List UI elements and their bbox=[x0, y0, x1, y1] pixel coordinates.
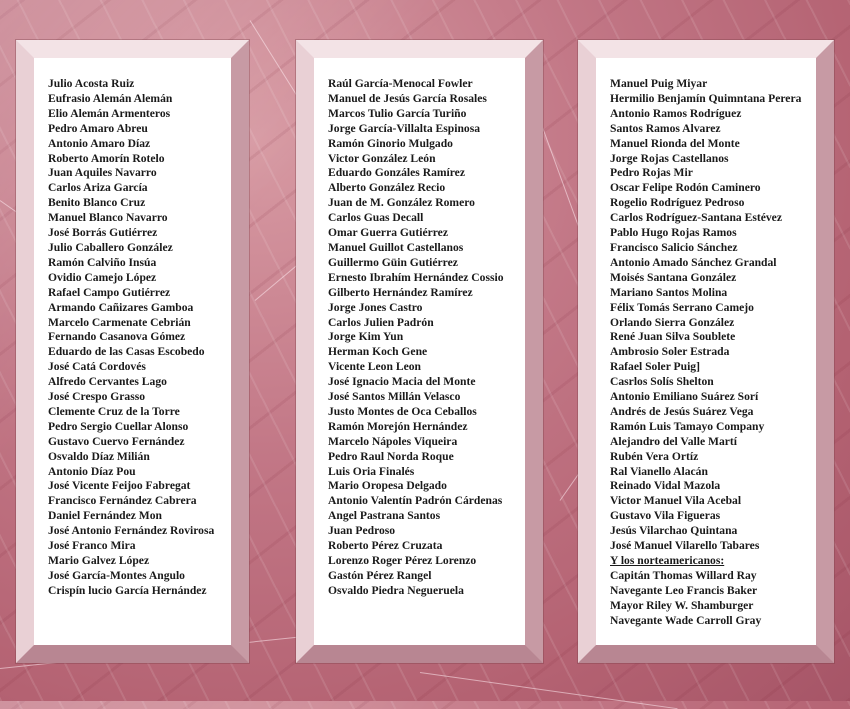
name-item: Gustavo Cuervo Fernández bbox=[48, 434, 185, 448]
name-item: Reinado Vidal Mazola bbox=[610, 479, 721, 493]
name-item: Juan de M. González Romero bbox=[328, 196, 475, 210]
name-item: Jorge Jones Castro bbox=[328, 300, 423, 314]
name-item: Marcelo Carmenate Cebrián bbox=[48, 315, 191, 329]
name-item: Gastón Pérez Rangel bbox=[328, 568, 432, 582]
name-item: Manuel Blanco Navarro bbox=[48, 211, 168, 225]
name-item: Ovidio Camejo López bbox=[48, 270, 157, 284]
name-item: Carlos Julien Padrón bbox=[328, 315, 434, 329]
name-panel-1 bbox=[16, 40, 249, 663]
name-item: Osvaldo Piedra Negueruela bbox=[328, 583, 464, 597]
name-item: Victor González León bbox=[328, 151, 436, 165]
name-item: Guillermo Güin Gutiérrez bbox=[328, 255, 458, 269]
name-item: Jesús Vilarchao Quintana bbox=[610, 524, 738, 538]
name-item: Ramón Luis Tamayo Company bbox=[610, 419, 765, 433]
name-item: Roberto Amorín Rotelo bbox=[48, 151, 165, 165]
name-item: Vicente Leon Leon bbox=[328, 360, 421, 374]
name-item: Carlos Rodríguez-Santana Estévez bbox=[610, 211, 782, 225]
name-item: José Crespo Grasso bbox=[48, 390, 146, 404]
name-item: Rogelio Rodríguez Pedroso bbox=[610, 196, 745, 210]
name-item: Alfredo Cervantes Lago bbox=[48, 375, 167, 389]
name-item: Fernando Casanova Gómez bbox=[48, 330, 186, 344]
name-item: Jorge García-Villalta Espinosa bbox=[328, 121, 481, 135]
name-item: José García-Montes Angulo bbox=[48, 568, 185, 582]
name-item: Jorge Kim Yun bbox=[328, 330, 404, 344]
name-item: Rubén Vera Ortíz bbox=[610, 449, 699, 463]
name-item: Félix Tomás Serrano Camejo bbox=[610, 300, 754, 314]
name-item: José Antonio Fernández Rovirosa bbox=[48, 524, 215, 538]
name-item: Orlando Sierra González bbox=[610, 315, 735, 329]
name-item: Omar Guerra Gutiérrez bbox=[328, 226, 448, 240]
name-panel-3 bbox=[578, 40, 834, 663]
name-item: Juan Pedroso bbox=[328, 524, 396, 538]
name-item: Raúl García-Menocal Fowler bbox=[328, 77, 473, 90]
name-item: Justo Montes de Oca Ceballos bbox=[328, 404, 477, 418]
name-item: Pedro Raul Norda Roque bbox=[328, 449, 454, 463]
name-item: Andrés de Jesús Suárez Vega bbox=[610, 404, 754, 418]
name-item: Santos Ramos Alvarez bbox=[610, 121, 721, 135]
name-item: Antonio Emiliano Suárez Sorí bbox=[610, 390, 759, 404]
name-item: Francisco Salicio Sánchez bbox=[610, 240, 738, 254]
name-item: Navegante Wade Carroll Gray bbox=[610, 613, 762, 627]
name-item: Mario Galvez López bbox=[48, 554, 150, 567]
name-item: Rafael Soler Puig] bbox=[610, 360, 700, 374]
name-item: Moisés Santana González bbox=[610, 270, 737, 284]
name-item: Armando Cañizares Gamboa bbox=[48, 300, 194, 314]
marble-vein bbox=[420, 672, 678, 709]
name-item: Pedro Sergio Cuellar Alonso bbox=[48, 419, 189, 433]
section-subheading: Y los norteamericanos: bbox=[610, 554, 725, 567]
name-item: Gilberto Hernández Ramírez bbox=[328, 285, 473, 299]
name-item: Antonio Ramos Rodríguez bbox=[610, 106, 742, 120]
name-item: Oscar Felipe Rodón Caminero bbox=[610, 181, 761, 195]
name-item: Angel Pastrana Santos bbox=[328, 509, 441, 523]
name-item: Navegante Leo Francis Baker bbox=[610, 583, 758, 597]
name-item: Crispín lucio García Hernández bbox=[48, 583, 207, 597]
name-item: Carlos Ariza García bbox=[48, 181, 148, 195]
name-item: Eduardo de las Casas Escobedo bbox=[48, 345, 205, 359]
name-item: Juan Aquiles Navarro bbox=[48, 166, 157, 180]
name-list-3 bbox=[596, 58, 816, 629]
name-item: Manuel Puig Miyar bbox=[610, 77, 708, 90]
name-item: Carlos Guas Decall bbox=[328, 211, 424, 225]
name-item: Pablo Hugo Rojas Ramos bbox=[610, 226, 737, 240]
name-item: Gustavo Vila Figueras bbox=[610, 509, 721, 523]
name-item: Mariano Santos Molina bbox=[610, 285, 728, 299]
name-item: Eufrasio Alemán Alemán bbox=[48, 91, 173, 105]
name-item: Antonio Amaro Díaz bbox=[48, 136, 151, 150]
name-item: José Ignacio Macia del Monte bbox=[328, 375, 476, 389]
name-item: Ramón Ginorio Mulgado bbox=[328, 136, 453, 150]
name-item: Hermilio Benjamín Quimntana Perera bbox=[610, 91, 802, 105]
name-item: Rafael Campo Gutiérrez bbox=[48, 285, 171, 299]
name-item: Manuel de Jesús García Rosales bbox=[328, 91, 487, 105]
name-item: José Santos Millán Velasco bbox=[328, 390, 461, 404]
name-item: José Vicente Feijoo Fabregat bbox=[48, 479, 191, 493]
name-item: Antonio Valentín Padrón Cárdenas bbox=[328, 494, 503, 508]
name-item: Roberto Pérez Cruzata bbox=[328, 539, 443, 553]
name-item: Osvaldo Díaz Milián bbox=[48, 449, 150, 463]
name-list-1 bbox=[34, 58, 231, 599]
name-item: Ernesto Ibrahím Hernández Cossio bbox=[328, 270, 504, 284]
name-item: Benito Blanco Cruz bbox=[48, 196, 146, 210]
name-item: Ramón Calviño Insúa bbox=[48, 255, 157, 269]
name-item: René Juan Silva Soublete bbox=[610, 330, 736, 344]
name-item: Luis Oria Finalés bbox=[328, 464, 415, 478]
name-item: Marcelo Nápoles Viqueira bbox=[328, 434, 458, 448]
name-item: Daniel Fernández Mon bbox=[48, 509, 162, 523]
name-item: José Franco Mira bbox=[48, 539, 136, 553]
name-item: Lorenzo Roger Pérez Lorenzo bbox=[328, 554, 477, 567]
name-item: Elio Alemán Armenteros bbox=[48, 106, 171, 120]
name-item: Ambrosio Soler Estrada bbox=[610, 345, 730, 359]
name-item: Manuel Rionda del Monte bbox=[610, 136, 740, 150]
name-item: Antonio Amado Sánchez Grandal bbox=[610, 255, 777, 269]
name-item: Mayor Riley W. Shamburger bbox=[610, 598, 754, 612]
name-item: Victor Manuel Vila Acebal bbox=[610, 494, 742, 508]
name-item: Francisco Fernández Cabrera bbox=[48, 494, 197, 508]
name-item: Julio Acosta Ruiz bbox=[48, 77, 135, 90]
name-item: Julio Caballero González bbox=[48, 240, 173, 254]
name-list-2 bbox=[314, 58, 525, 599]
name-item: José Catá Cordovés bbox=[48, 360, 146, 374]
name-item: Marcos Tulio García Turiño bbox=[328, 106, 467, 120]
name-item: Mario Oropesa Delgado bbox=[328, 479, 447, 493]
name-item: Casrlos Solís Shelton bbox=[610, 375, 714, 389]
name-item: Alejandro del Valle Martí bbox=[610, 434, 737, 448]
name-item: Capitán Thomas Willard Ray bbox=[610, 568, 757, 582]
name-item: Pedro Amaro Abreu bbox=[48, 121, 148, 135]
name-item: Manuel Guillot Castellanos bbox=[328, 240, 464, 254]
name-item: Ramón Morejón Hernández bbox=[328, 419, 468, 433]
name-item: Eduardo Gonzáles Ramírez bbox=[328, 166, 465, 180]
name-item: Herman Koch Gene bbox=[328, 345, 428, 359]
name-item: Clemente Cruz de la Torre bbox=[48, 404, 180, 418]
name-item: Antonio Díaz Pou bbox=[48, 464, 136, 478]
name-item: Jorge Rojas Castellanos bbox=[610, 151, 729, 165]
name-item: Ral Vianello Alacán bbox=[610, 464, 708, 478]
name-item: Alberto González Recio bbox=[328, 181, 446, 195]
name-item: Pedro Rojas Mir bbox=[610, 166, 693, 180]
name-panel-2 bbox=[296, 40, 543, 663]
name-item: José Borrás Gutiérrez bbox=[48, 226, 158, 240]
name-item: José Manuel Vilarello Tabares bbox=[610, 539, 760, 553]
